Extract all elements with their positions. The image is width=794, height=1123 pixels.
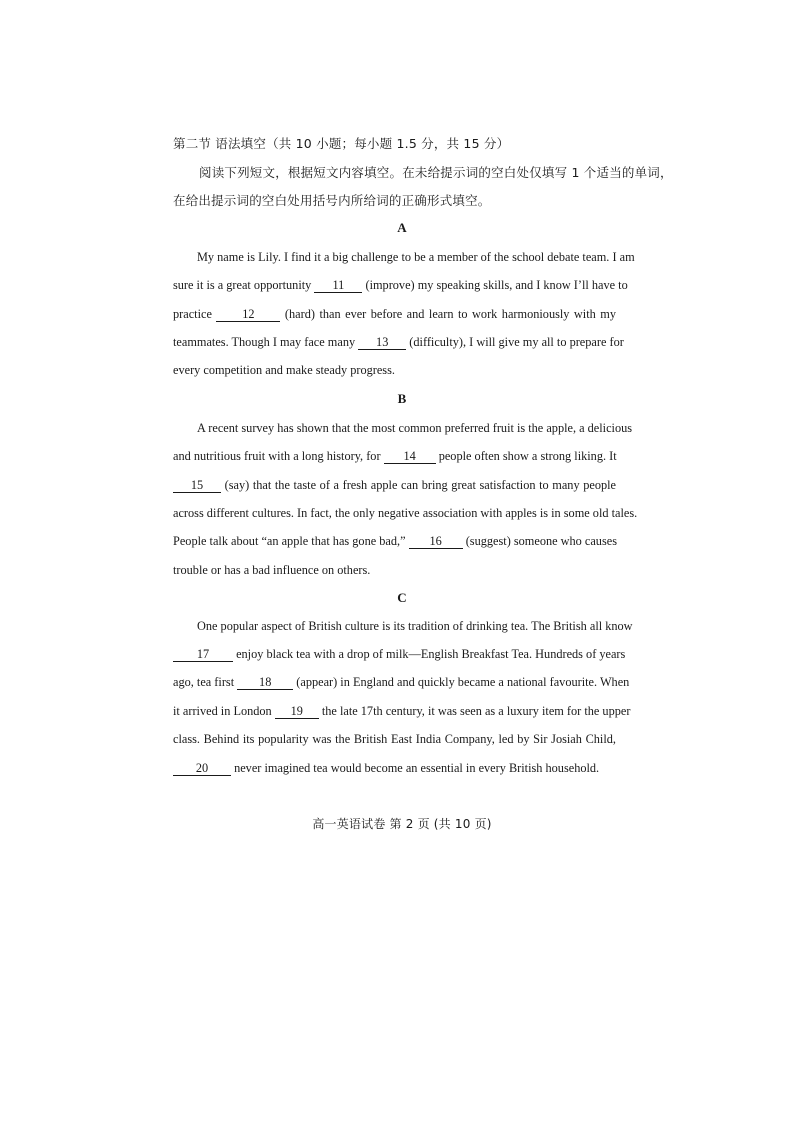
passage-b-line: and nutritious fruit with a long history, for 14 people often show a strong liking. It bbox=[173, 449, 617, 463]
page-footer: 高一英语试卷 第 2 页 (共 10 页) bbox=[312, 817, 492, 831]
passage-a-line: every competition and make steady progress. bbox=[173, 363, 395, 377]
passage-a-line: teammates. Though I may face many 13 (difficulty), I will give my all to prepare for bbox=[173, 335, 624, 349]
passage-c-line: ago, tea first 18 (appear) in England and quickly became a national favourite. When bbox=[173, 675, 630, 689]
passage-b-line: 15 (say) that the taste of a fresh apple can bring great satisfaction to many people bbox=[173, 477, 616, 493]
passage-a-line: My name is Lily. I find it a big challenge to be a member of the school debate team. I am bbox=[197, 250, 635, 264]
passage-c-line: class. Behind its popularity was the British East India Company, led by Sir Josiah Child, bbox=[173, 732, 616, 746]
blank-13[interactable]: 13 bbox=[358, 336, 406, 350]
section-header: 第二节 语法填空（共 10 小题；每小题 1.5 分，共 15 分） bbox=[173, 136, 510, 151]
passage-c-title: C bbox=[397, 590, 407, 605]
blank-16[interactable]: 16 bbox=[409, 535, 463, 549]
passage-a-line: sure it is a great opportunity 11 (improve) my speaking skills, and I know I’ll have to bbox=[173, 278, 628, 292]
blank-14[interactable]: 14 bbox=[384, 450, 436, 464]
passage-c-line: 17 enjoy black tea with a drop of milk—English Breakfast Tea. Hundreds of years bbox=[173, 646, 616, 662]
instruction-line-1: 阅读下列短文，根据短文内容填空。在未给提示词的空白处仅填写 1 个适当的单词， bbox=[199, 165, 673, 180]
instruction-line-2: 在给出提示词的空白处用括号内所给词的正确形式填空。 bbox=[173, 193, 491, 208]
blank-11[interactable]: 11 bbox=[314, 279, 362, 293]
passage-a-line: practice 12 (hard) than ever before and learn to work harmoniously with my bbox=[173, 307, 616, 321]
blank-15[interactable]: 15 bbox=[173, 479, 221, 493]
passage-b-line: across different cultures. In fact, the only negative association with apples is in some old tales. bbox=[173, 506, 638, 520]
blank-19[interactable]: 19 bbox=[275, 705, 319, 719]
passage-b-line: trouble or has a bad influence on others. bbox=[173, 563, 371, 577]
passage-c-line: it arrived in London 19 the late 17th century, it was seen as a luxury item for the upper bbox=[173, 704, 631, 718]
blank-20[interactable]: 20 bbox=[173, 762, 231, 776]
passage-a-title: A bbox=[397, 220, 407, 235]
passage-b-line: A recent survey has shown that the most common preferred fruit is the apple, a delicious bbox=[197, 421, 633, 435]
passage-c-line: 20 never imagined tea would become an essential in every British household. bbox=[173, 760, 616, 776]
passage-c-line: One popular aspect of British culture is its tradition of drinking tea. The British all know bbox=[197, 619, 633, 633]
blank-17[interactable]: 17 bbox=[173, 648, 233, 662]
blank-18[interactable]: 18 bbox=[237, 676, 293, 690]
passage-b-line: People talk about “an apple that has gone bad,” 16 (suggest) someone who causes bbox=[173, 534, 617, 548]
passage-b-title: B bbox=[397, 391, 407, 406]
blank-12[interactable]: 12 bbox=[216, 308, 280, 322]
